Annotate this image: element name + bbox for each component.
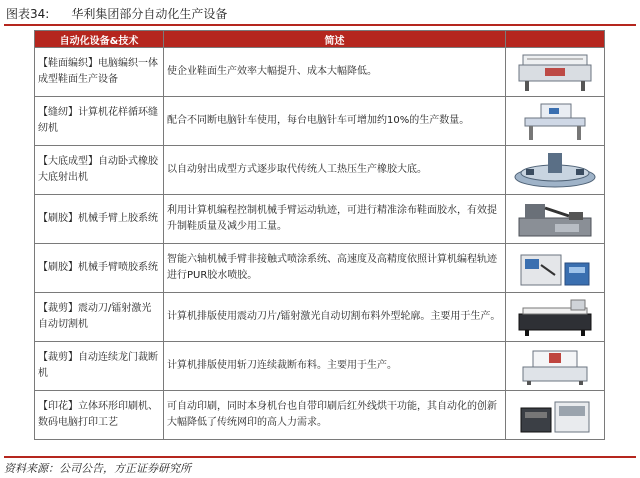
row-description: 智能六轴机械手臂非接触式喷涂系统、高速度及高精度依照计算机编程轨迹进行PUR胶水喷胶。	[164, 244, 506, 293]
source-note: 资料来源：公司公告，方正证券研究所	[4, 456, 636, 476]
figure-title: 华利集团部分自动化生产设备	[71, 6, 228, 21]
row-category: 【刷胶】机械手臂上胶系统	[35, 195, 164, 244]
printing-machine-image	[506, 391, 605, 440]
column-header-image	[506, 31, 605, 48]
row-category: 【缝纫】计算机花样循环缝纫机	[35, 97, 164, 146]
table-row	[35, 342, 605, 391]
row-description: 可自动印刷，同时本身机台也自带印刷后红外线烘干功能，其自动化的创新大幅降低了传统网印的高人力需求。	[164, 391, 506, 440]
table-row	[35, 293, 605, 342]
spray-robot-image	[506, 244, 605, 293]
row-description: 计算机排版使用斩刀连续裁断布料。主要用于生产。	[164, 342, 506, 391]
sewing-machine-image	[506, 97, 605, 146]
knitting-machine-image	[506, 48, 605, 97]
column-header-description: 简述	[164, 31, 506, 48]
table-row	[35, 146, 605, 195]
figure-label: 图表34:	[6, 6, 50, 21]
injection-machine-image	[506, 146, 605, 195]
row-description: 利用计算机编程控制机械手臂运动轨迹，可进行精准涂布鞋面胶水，有效提升制鞋质量及减少用工量。	[164, 195, 506, 244]
glue-robot-image	[506, 195, 605, 244]
column-header-equipment: 自动化设备&技术	[35, 31, 164, 48]
row-category: 【印花】立体环形印刷机、数码电脑打印工艺	[35, 391, 164, 440]
row-category: 【大底成型】自动卧式橡胶大底射出机	[35, 146, 164, 195]
row-category: 【裁剪】自动连续龙门裁断机	[35, 342, 164, 391]
table-row	[35, 244, 605, 293]
row-category: 【刷胶】机械手臂喷胶系统	[35, 244, 164, 293]
row-description: 配合不同断电脑针车使用，每台电脑针车可增加约10%的生产数量。	[164, 97, 506, 146]
row-category: 【鞋面编织】电脑编织一体成型鞋面生产设备	[35, 48, 164, 97]
title-bar	[4, 2, 636, 26]
row-description: 计算机排版使用震动刀片/镭射激光自动切割布料外型轮廓。主要用于生产。	[164, 293, 506, 342]
laser-cutter-image	[506, 293, 605, 342]
table-row	[35, 97, 605, 146]
table-row	[35, 195, 605, 244]
table-row	[35, 48, 605, 97]
table-header-row	[35, 31, 605, 48]
table-row	[35, 391, 605, 440]
gantry-cutter-image	[506, 342, 605, 391]
equipment-table	[34, 30, 605, 440]
row-description: 以自动射出成型方式逐步取代传统人工热压生产橡胶大底。	[164, 146, 506, 195]
row-description: 使企业鞋面生产效率大幅提升、成本大幅降低。	[164, 48, 506, 97]
row-category: 【裁剪】震动刀/镭射激光自动切割机	[35, 293, 164, 342]
